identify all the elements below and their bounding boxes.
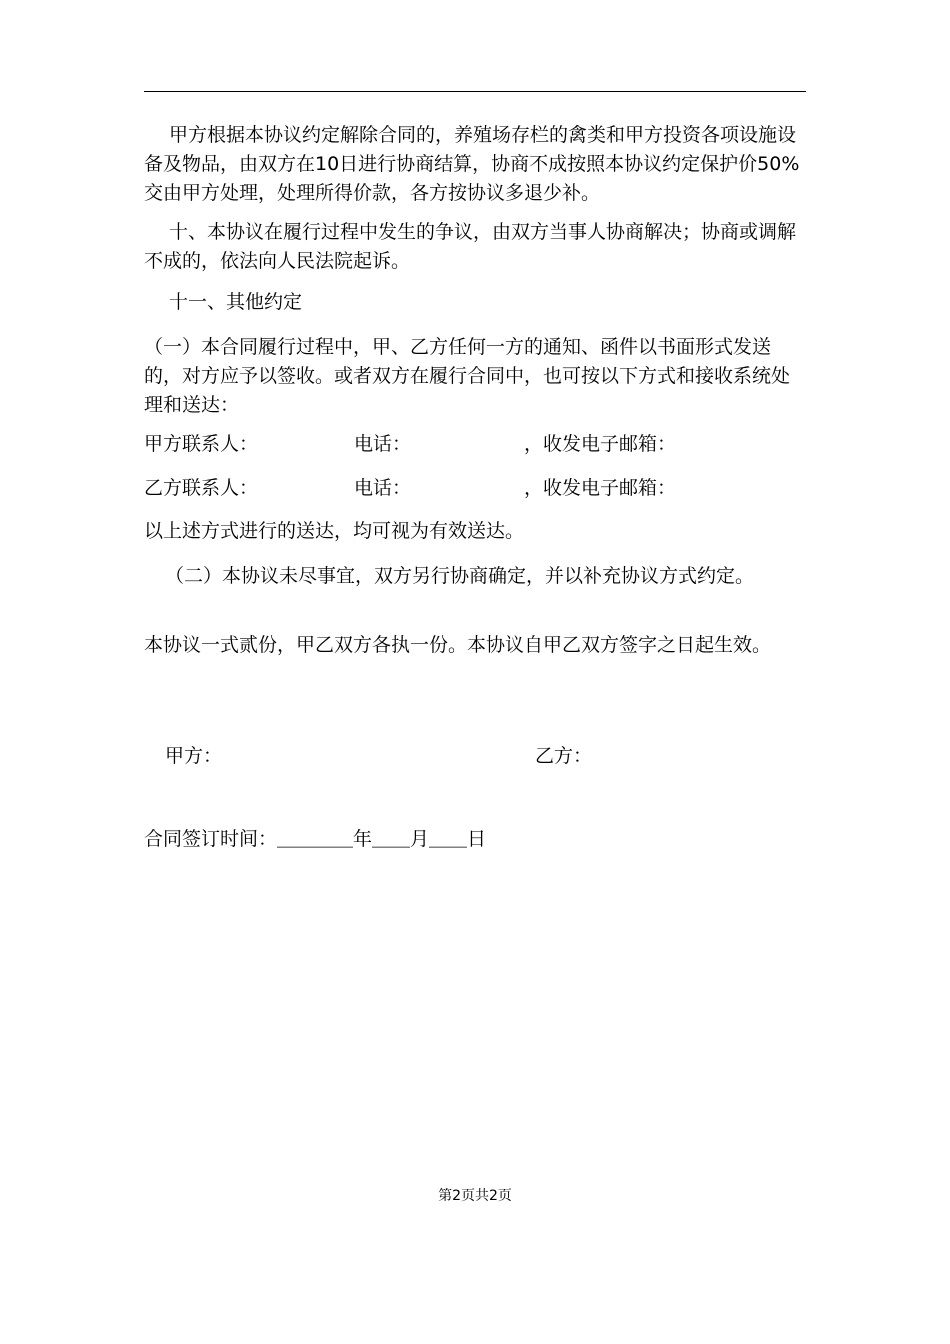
paragraph-dispute: 十、本协议在履行过程中发生的争议，由双方当事人协商解决；协商或调解不成的，依法向人民法院起诉。 — [144, 221, 797, 272]
party-b-phone-label: 电话： — [354, 477, 412, 499]
sign-date-line: 合同签订时间：＿＿＿＿年＿＿月＿＿日 — [144, 828, 487, 850]
signature-party-b: 乙方： — [535, 745, 593, 767]
paragraph-supplement: （二）本协议未尽事宜，双方另行协商确定，并以补充协议方式约定。 — [165, 565, 755, 587]
page-footer: 第2页共2页 — [438, 1188, 512, 1204]
paragraph-copies: 本协议一式贰份，甲乙双方各执一份。本协议自甲乙双方签字之日起生效。 — [144, 634, 772, 656]
delivery-note: 以上述方式进行的送达，均可视为有效送达。 — [144, 520, 525, 542]
party-b-contact-label: 乙方联系人： — [144, 477, 259, 499]
party-a-email-label: ，收发电子邮箱： — [524, 433, 677, 455]
signature-party-a: 甲方： — [165, 745, 223, 767]
heading-other-terms: 十一、其他约定 — [169, 291, 303, 313]
party-a-phone-label: 电话： — [354, 433, 412, 455]
paragraph-notice: （一）本合同履行过程中，甲、乙方任何一方的通知、函件以书面形式发送的，对方应予以签收。或者双方在履行合同中，也可按以下方式和接收系统处理和送达： — [144, 336, 791, 416]
paragraph-termination: 甲方根据本协议约定解除合同的，养殖场存栏的禽类和甲方投资各项设施设备及物品，由双方在10日进行协商结算，协商不成按照本协议约定保护价50%交由甲方处理，处理所得价款，各方按协议多退少补。 — [144, 124, 800, 204]
party-b-email-label: ，收发电子邮箱： — [524, 477, 677, 499]
party-a-contact-label: 甲方联系人： — [144, 433, 259, 455]
header-rule — [144, 91, 806, 92]
